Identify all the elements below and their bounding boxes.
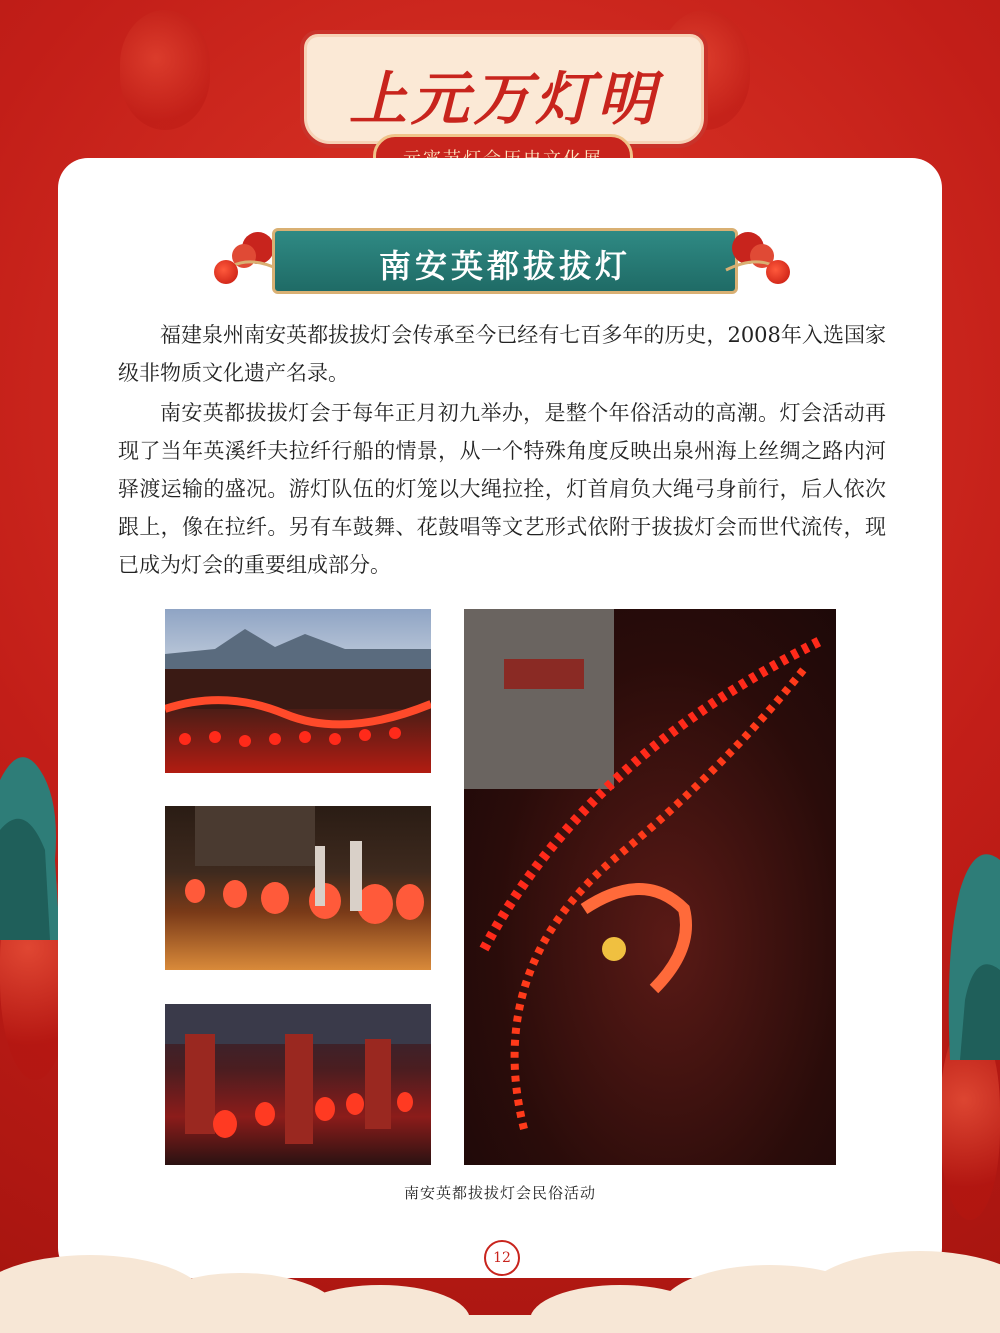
photo-aerial-dragon-dance: [464, 609, 836, 1165]
photo-lantern-bearers-street: [165, 806, 431, 970]
body-paragraph: 南安英都拔拔灯会于每年正月初九举办，是整个年俗活动的高潮。灯会活动再现了当年英溪纤夫拉纤行船的情景，从一个特殊角度反映出泉州海上丝绸之路内河驿渡运输的盛况。游灯队伍的灯笼以大绳拉拴，灯首肩负大绳弓身前行，后人依次跟上，像在拉纤。另有车鼓舞、花鼓唱等文艺形式依附于拔拔灯会而世代流传，现已成为灯会的重要组成部分。: [118, 401, 886, 577]
left-mountain-decoration: [0, 740, 60, 940]
background-lantern: [120, 10, 210, 130]
page-number: 12: [484, 1240, 520, 1276]
right-mountain-decoration: [940, 840, 1000, 1060]
page-title: 上元万灯明: [348, 65, 659, 133]
photo-lantern-crowd-night: [165, 1004, 431, 1165]
left-hanging-lantern-icon: [214, 260, 238, 284]
body-paragraph: 福建泉州南安英都拔拔灯会传承至今已经有七百多年的历史，2008年入选国家级非物质文化遗产名录。: [118, 323, 886, 385]
figure-caption: 南安英都拔拔灯会民俗活动: [403, 1184, 596, 1202]
title-banner: [300, 30, 708, 148]
section-header: [272, 228, 738, 294]
right-hanging-lantern-icon: [766, 260, 790, 284]
section-title: 南安英都拔拔灯: [378, 247, 631, 285]
photo-lantern-procession-village: [165, 609, 431, 773]
